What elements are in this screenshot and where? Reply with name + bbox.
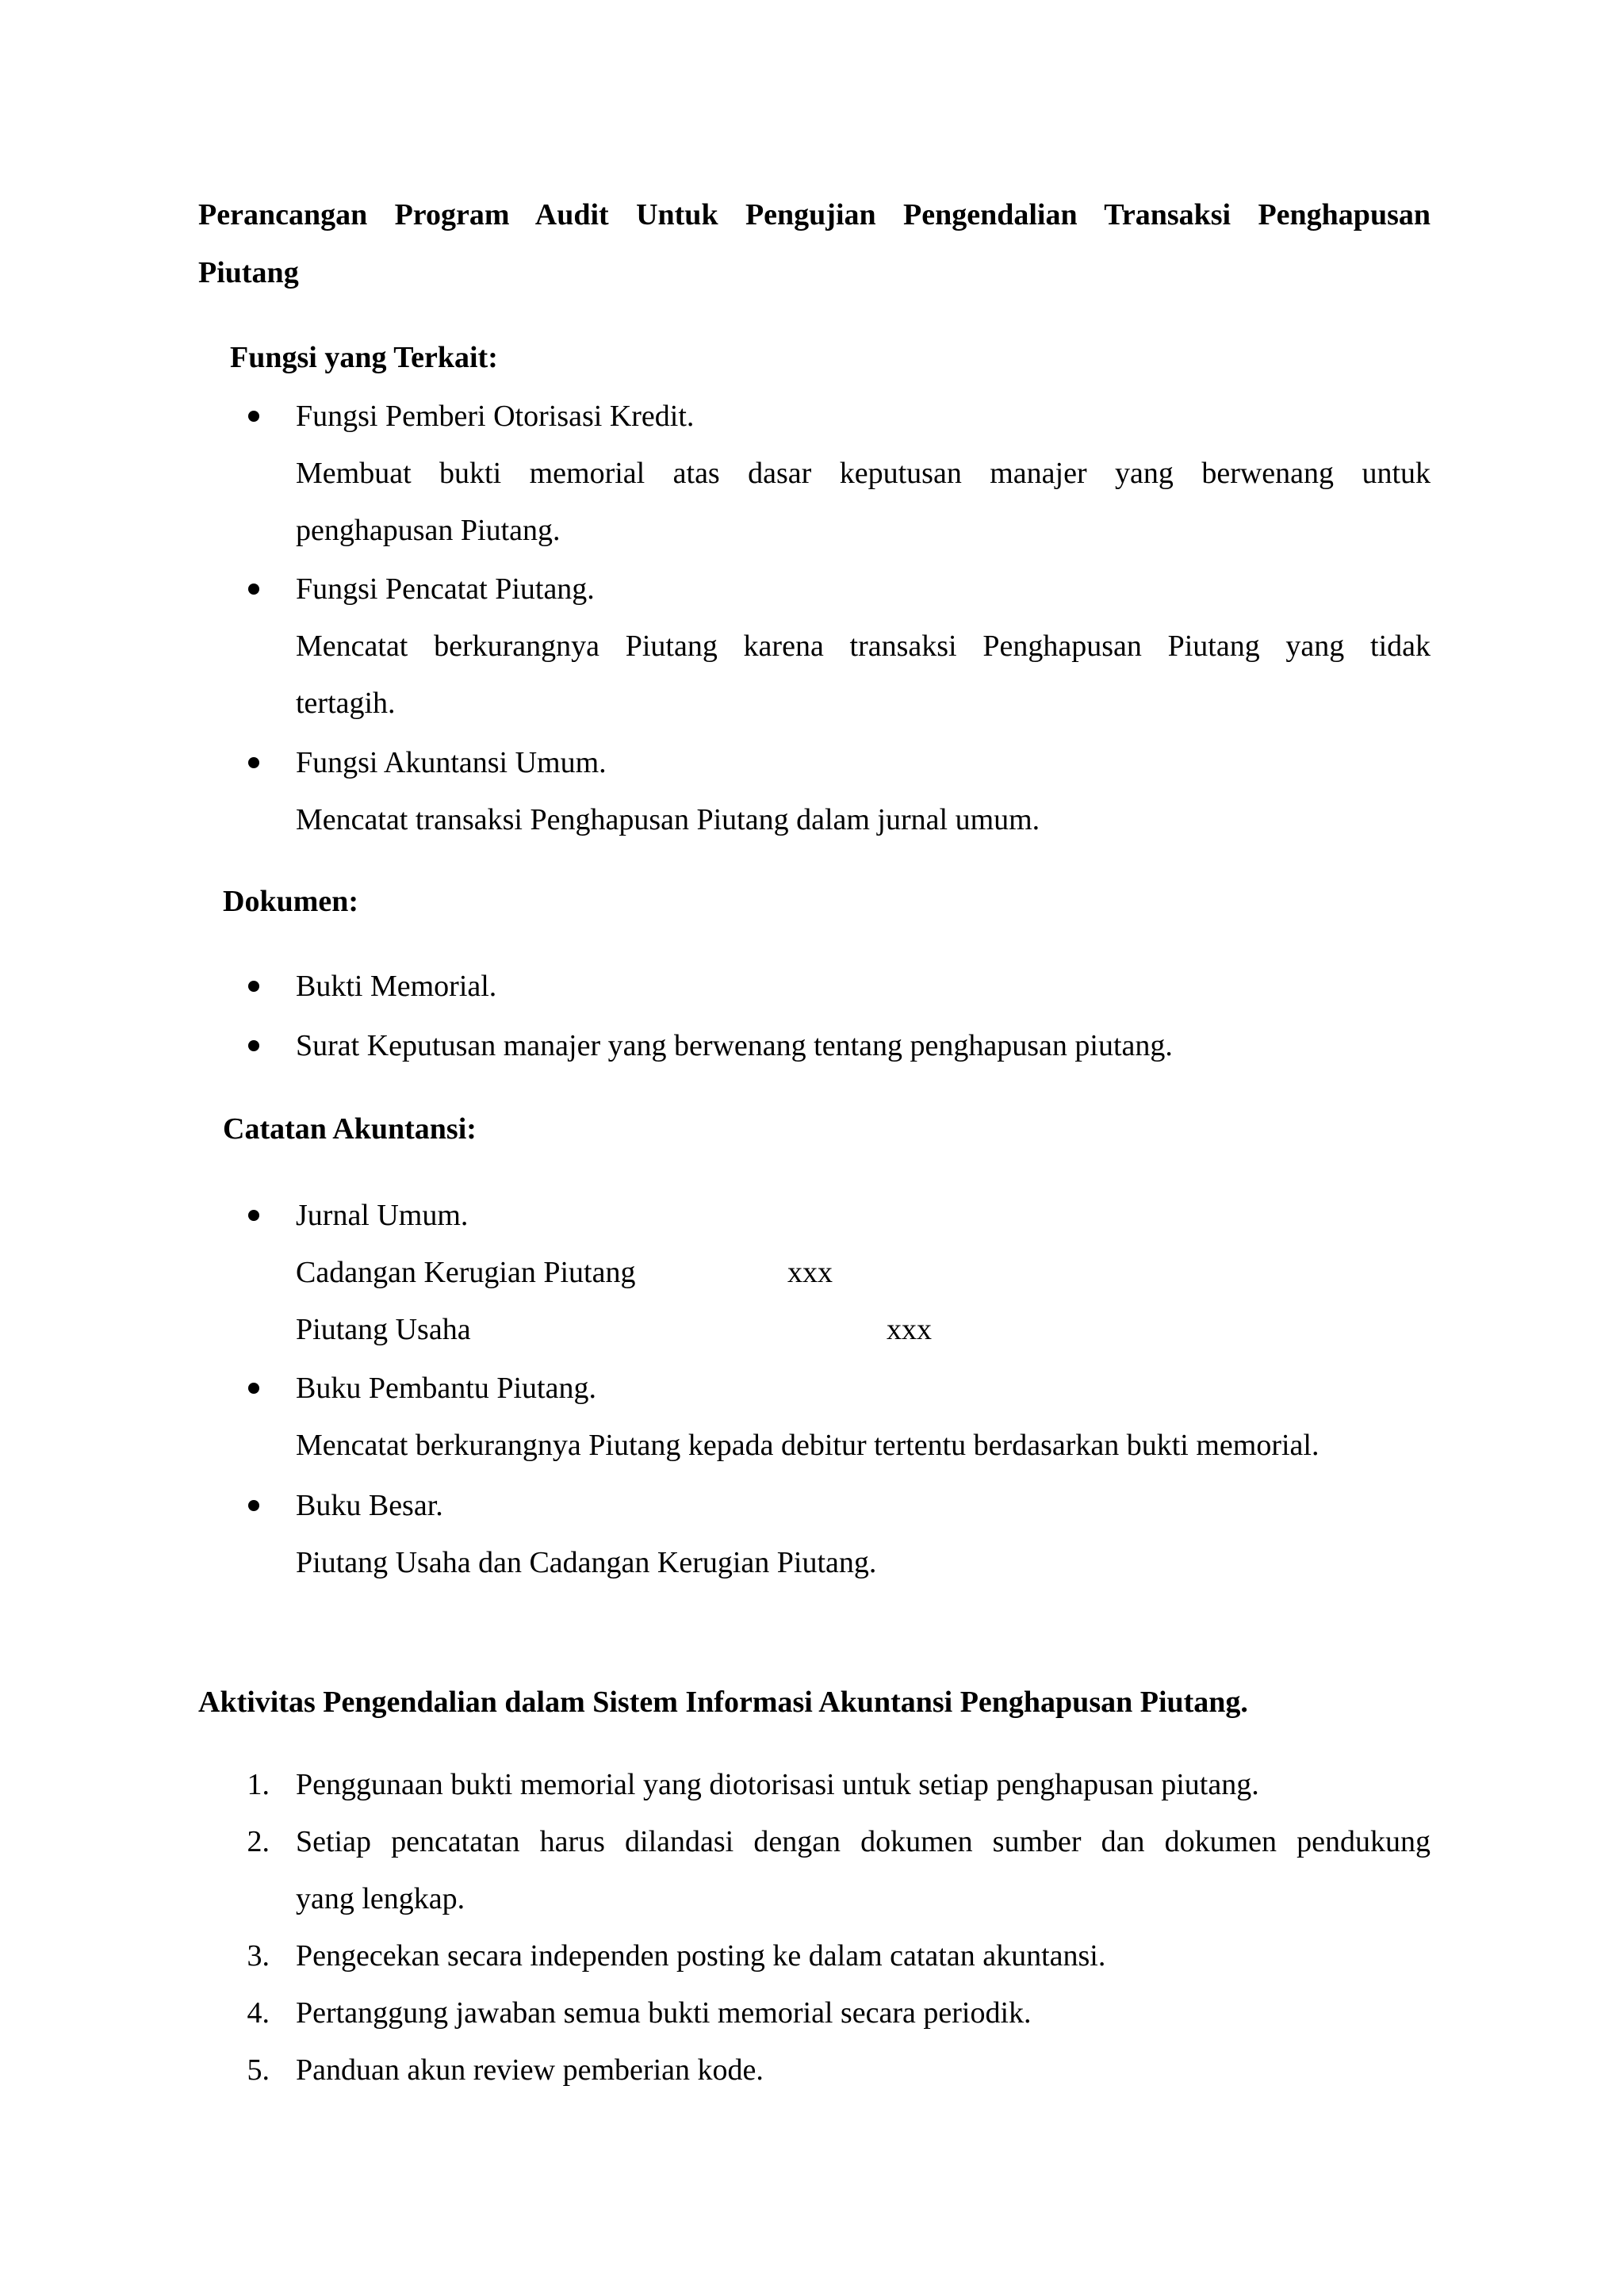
fungsi-item-desc: Mencatat transaksi Penghapusan Piutang dalam jurnal umum. [296, 803, 1040, 836]
bullet-icon [248, 1210, 259, 1221]
aktivitas-item: yang lengkap. [296, 1882, 465, 1915]
list-number: 1. [247, 1768, 270, 1801]
jurnal-credit-value: xxx [887, 1313, 932, 1346]
aktivitas-item: Panduan akun review pemberian kode. [296, 2053, 764, 2087]
fungsi-heading: Fungsi yang Terkait: [230, 341, 498, 374]
fungsi-item-desc: tertagih. [296, 687, 396, 720]
document-title-line1: Perancangan Program Audit Untuk Pengujian Pengendalian Transaksi Penghapusan [198, 198, 1431, 232]
list-number: 3. [247, 1939, 270, 1973]
buku-pembantu-desc: Mencatat berkurangnya Piutang kepada debitur tertentu berdasarkan bukti memorial. [296, 1429, 1320, 1462]
bullet-icon [248, 1040, 259, 1051]
dokumen-heading: Dokumen: [223, 885, 359, 918]
buku-pembantu-title: Buku Pembantu Piutang. [296, 1372, 596, 1405]
list-number: 5. [247, 2053, 270, 2087]
catatan-heading: Catatan Akuntansi: [223, 1112, 477, 1146]
fungsi-item-desc: penghapusan Piutang. [296, 514, 561, 547]
bullet-icon [248, 1383, 259, 1394]
bullet-icon [248, 411, 259, 422]
aktivitas-heading: Aktivitas Pengendalian dalam Sistem Informasi Akuntansi Penghapusan Piutang. [198, 1686, 1248, 1719]
jurnal-debit-account: Cadangan Kerugian Piutang [296, 1256, 636, 1289]
list-number: 2. [247, 1825, 270, 1858]
fungsi-item-title: Fungsi Pemberi Otorisasi Kredit. [296, 400, 695, 433]
bullet-icon [248, 1500, 259, 1511]
bullet-icon [248, 981, 259, 992]
list-number: 4. [247, 1996, 270, 2030]
fungsi-item-desc: Mencatat berkurangnya Piutang karena transaksi Penghapusan Piutang yang tidak [296, 629, 1431, 663]
fungsi-item-title: Fungsi Pencatat Piutang. [296, 572, 595, 606]
dokumen-item: Bukti Memorial. [296, 970, 497, 1003]
jurnal-debit-value: xxx [787, 1256, 833, 1289]
fungsi-item-title: Fungsi Akuntansi Umum. [296, 746, 607, 779]
document-title-line2: Piutang [198, 256, 299, 289]
jurnal-title: Jurnal Umum. [296, 1199, 469, 1232]
fungsi-item-desc: Membuat bukti memorial atas dasar keputusan manajer yang berwenang untuk [296, 457, 1431, 490]
bullet-icon [248, 584, 259, 595]
jurnal-credit-account: Piutang Usaha [296, 1313, 471, 1346]
aktivitas-item: Penggunaan bukti memorial yang diotorisasi untuk setiap penghapusan piutang. [296, 1768, 1259, 1801]
aktivitas-item: Pengecekan secara independen posting ke dalam catatan akuntansi. [296, 1939, 1106, 1973]
bullet-icon [248, 757, 259, 768]
dokumen-item: Surat Keputusan manajer yang berwenang tentang penghapusan piutang. [296, 1029, 1173, 1062]
aktivitas-item: Pertanggung jawaban semua bukti memorial secara periodik. [296, 1996, 1032, 2030]
aktivitas-item: Setiap pencatatan harus dilandasi dengan dokumen sumber dan dokumen pendukung [296, 1825, 1431, 1858]
buku-besar-desc: Piutang Usaha dan Cadangan Kerugian Piutang. [296, 1546, 877, 1579]
buku-besar-title: Buku Besar. [296, 1489, 443, 1522]
